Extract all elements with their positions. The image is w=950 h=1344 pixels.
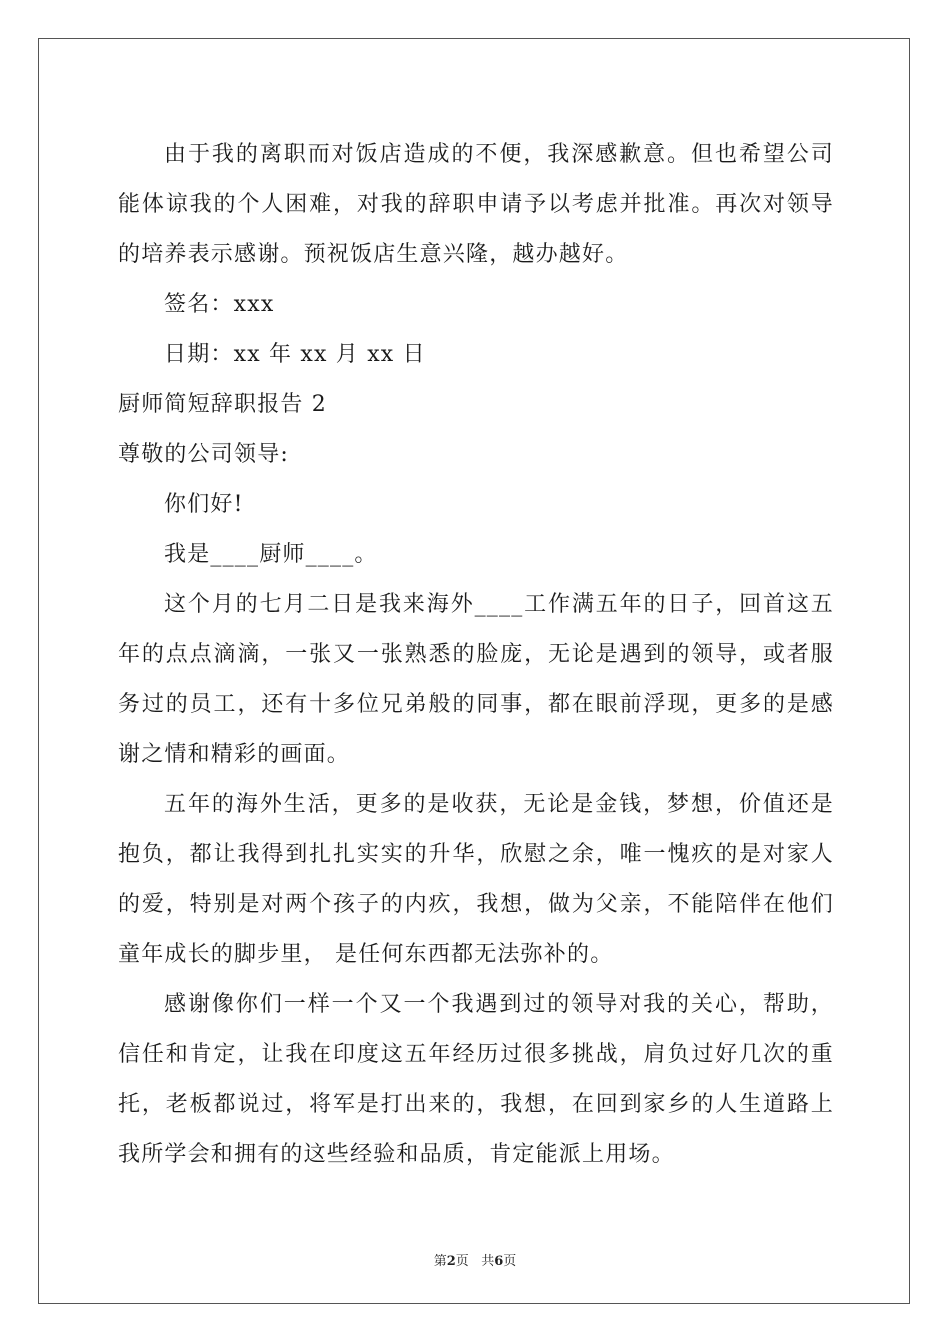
footer-page-prefix: 第 [433, 1254, 447, 1269]
footer-total-prefix: 共 [481, 1254, 495, 1269]
footer-total-pages: 6 [494, 1254, 504, 1269]
footer-total-suffix: 页 [503, 1254, 517, 1269]
paragraph-anniversary: 这个月的七月二日是我来海外____工作满五年的日子，回首这五年的点点滴滴，一张又一张熟悉的脸庞，无论是遇到的领导，或者服务过的员工，还有十多位兄弟般的同事，都在眼前浮现，更多的是感谢之情和精彩的画面。 [118, 592, 834, 767]
document-body [118, 130, 834, 1180]
paragraph-apology: 由于我的离职而对饭店造成的不便，我深感歉意。但也希望公司能体谅我的个人困难，对我的辞职申请予以考虑并批准。再次对领导的培养表示感谢。预祝饭店生意兴隆，越办越好。 [118, 142, 834, 267]
section-title: 厨师简短辞职报告 2 [118, 392, 327, 417]
footer-page-number: 2 [446, 1254, 456, 1269]
paragraph-gratitude: 感谢像你们一样一个又一个我遇到过的领导对我的关心，帮助，信任和肯定，让我在印度这五年经历过很多挑战，肩负过好几次的重托，老板都说过，将军是打出来的，我想，在回到家乡的人生道路上我所学会和拥有的这些经验和品质，肯定能派上用场。 [118, 992, 834, 1167]
footer-page-suffix: 页 [455, 1254, 469, 1269]
salutation: 尊敬的公司领导: [118, 442, 290, 467]
self-introduction: 我是____厨师____。 [164, 542, 378, 567]
signature-line: 签名：xxx [164, 292, 275, 317]
paragraph-overseas-life: 五年的海外生活，更多的是收获，无论是金钱，梦想，价值还是抱负，都让我得到扎扎实实的升华，欣慰之余，唯一愧疚的是对家人的爱，特别是对两个孩子的内疚，我想，做为父亲，不能陪伴在他们童年成长的脚步里， 是任何东西都无法弥补的。 [118, 792, 834, 967]
greeting: 你们好! [164, 492, 244, 517]
page-footer [0, 1250, 950, 1269]
date-line: 日期：xx 年 xx 月 xx 日 [164, 342, 426, 367]
